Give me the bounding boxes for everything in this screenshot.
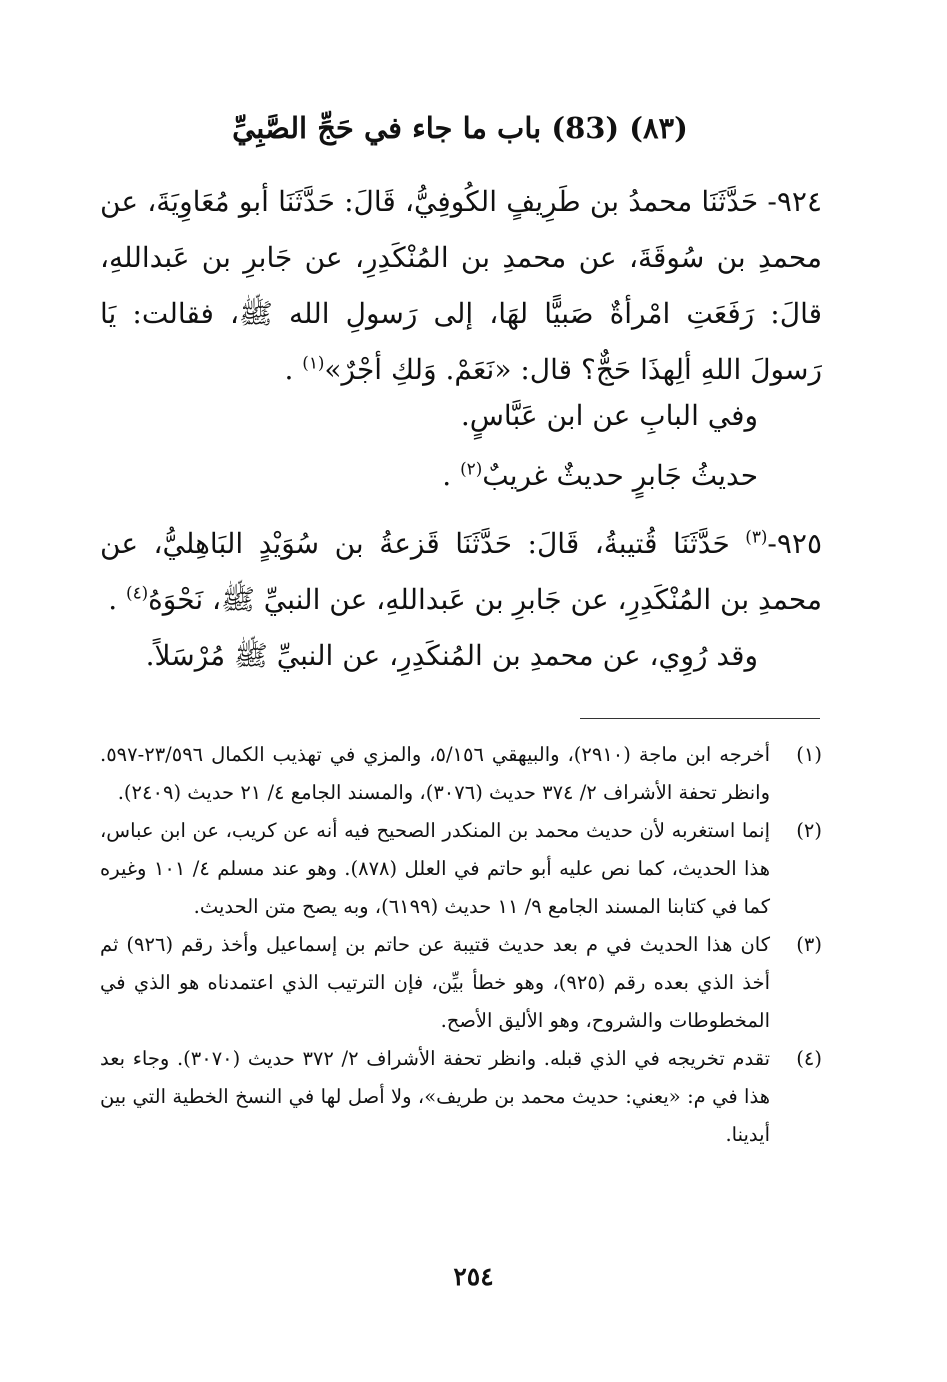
hadith-924-text: ٩٢٤- حَدَّثَنَا محمدُ بن طَرِيفٍ الكُوفِيُّ، قَالَ: حَدَّثَنَا أبو مُعَاوِيَةَ، عن محمدِ بن سُوقَةَ، عن محمدِ بن المُنْكَدِرِ، عن جَابرِ بن عَبداللهِ، قالَ: رَفَعَتِ امْرأةٌ صَبيًّا لهَا، إلى رَسولِ الله ﷺ، فقالت: يَا رَسولَ اللهِ ألِهذَا حَجٌّ؟ قال: «نَعَمْ. وَلكِ أجْرٌ» — [100, 185, 822, 386]
hadith-925-text: حَدَّثَنَا قُتيبةُ، قَالَ: حَدَّثَنَا قَزعةُ بن سُوَيْدٍ البَاهِليُّ، عن محمدِ بن المُنْكَدِرِ، عن جَابرِ بن عَبداللهِ، عن النبيِّ ﷺ، نَحْوَهُ — [100, 527, 822, 616]
hadith-924-end: . — [284, 353, 303, 386]
hukm-end: . — [442, 459, 461, 492]
hukm-text: حديثُ جَابرٍ حديثٌ غريبٌ — [482, 459, 758, 492]
chapter-title: (٨٣) (83) باب ما جاء في حَجِّ الصَّبِيِّ — [232, 111, 688, 145]
footnote-number: (١) — [796, 743, 822, 766]
bab-note: وفي البابِ عن ابن عَبَّاسٍ. — [460, 399, 758, 432]
footnote-text: إنما استغربه لأن حديث محمد بن المنكدر الصحيح فيه أنه عن كريب، عن ابن عباس، هذا الحديث، كما نص عليه أبو حاتم في العلل (٨٧٨). وهو عند مسلم ٤/ ١٠١ وغيره كما في كتابنا المسند الجامع ٩/ ١١ حديث (٦١٩٩)، وبه يصح متن الحديث. — [100, 819, 770, 918]
footnote-number: (٤) — [796, 1047, 822, 1070]
footnote-1 — [100, 736, 822, 812]
hadith-925-number: ٩٢٥- — [767, 527, 822, 560]
hadith-925-end: . — [108, 583, 126, 616]
footnotes-section — [100, 736, 822, 1154]
page-number: ٢٥٤ — [453, 1262, 494, 1291]
footnote-ref-4: (٤) — [126, 582, 149, 603]
mursal-note: وقد رُوِي، عن محمدِ بن المُنكَدِرِ، عن النبيِّ ﷺ مُرْسَلاً. — [145, 639, 758, 672]
footnote-text: أخرجه ابن ماجة (٢٩١٠)، والبيهقي ٥/١٥٦، والمزي في تهذيب الكمال ٢٣/٥٩٦-٥٩٧. وانظر تحفة الأشراف ٢/ ٣٧٤ حديث (٣٠٧٦)، والمسند الجامع ٤/ ٢١ حديث (٢٤٠٩). — [100, 743, 771, 804]
footnote-divider — [580, 718, 820, 719]
footnote-3 — [100, 926, 822, 1040]
footnote-ref-2: (٢) — [460, 458, 483, 479]
footnote-ref-3: (٣) — [745, 526, 768, 547]
footnote-text: تقدم تخريجه في الذي قبله. وانظر تحفة الأشراف ٢/ ٣٧٢ حديث (٣٠٧٠). وجاء بعد هذا في م: «يعني: حديث محمد بن طريف»، ولا أصل لها في النسخ الخطية التي بين أيدينا. — [100, 1047, 770, 1146]
hadith-925 — [100, 516, 822, 628]
footnote-number: (٢) — [796, 819, 822, 842]
footnote-number: (٣) — [796, 933, 822, 956]
footnote-ref-1: (١) — [302, 352, 325, 373]
footnote-2 — [100, 812, 822, 926]
hukm-note — [100, 448, 822, 504]
footnote-4 — [100, 1040, 822, 1154]
hadith-924 — [100, 174, 822, 398]
footnote-text: كان هذا الحديث في م بعد حديث قتيبة عن حاتم بن إسماعيل وأخذ رقم (٩٢٦) ثم أخذ الذي بعده رقم (٩٢٥)، وهو خطأ بيِّن، فإن الترتيب الذي اعتمدناه هو الذي في المخطوطات والشروح، وهو الأليق الأصح. — [100, 933, 770, 1032]
